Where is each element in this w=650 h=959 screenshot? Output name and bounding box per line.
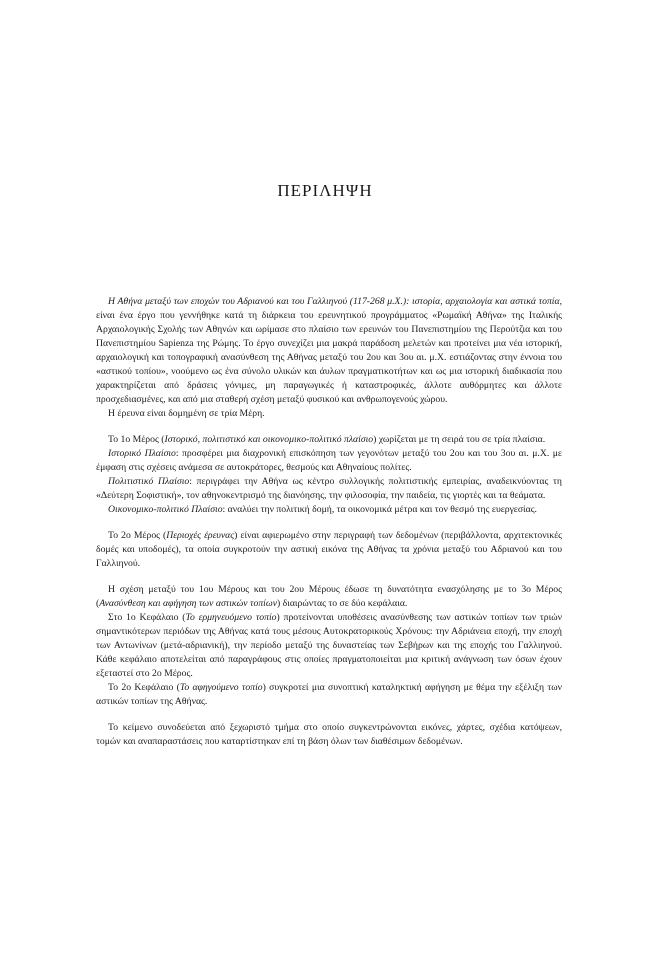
italic-text: Οικονομικο-πολιτικό Πλαίσιο [108, 504, 223, 515]
italic-text: Ανασύνθεση και αφήγηση των αστικών τοπίων [99, 598, 278, 609]
italic-text: Το ερμηνευόμενο τοπίο [185, 612, 277, 623]
text-segment: Στο 1ο Κεφάλαιο ( [108, 612, 186, 623]
paragraph [96, 681, 562, 709]
text-segment: ) είναι αφιερωμένο στην περιγραφή των δεδομένων (περιβάλλοντα, αρχιτεκτονικές δομές και υποδομές), τα οποία συγκροτούν την αστική εικόνα της Αθήνας τα χρόνια μεταξύ του Αδριανού και του Γαλλιηνού. [96, 530, 562, 569]
text-segment: ) προτείνονται υποθέσεις ανασύνθεσης των αστικών τοπίων των τριών σημαντικότερων περιόδων της Αθήνας κατά τους μέσους Αυτοκρατορικούς Χρόνους: την Αδριάνεια εποχή, την εποχή των Αντωνίνων (μετά-αδριανική), την περίοδο μεταξύ της δυναστείας των Σεβήρων και της εποχής του Γαλλιηνού. Κάθε κεφάλαιο αποτελείται από παραγράφους στις οποίες πραγματοποιείται μια κριτική ανάγνωση των όσων έχουν εξεταστεί στο 2ο Μέρος. [96, 612, 562, 679]
paragraph [96, 447, 562, 475]
paragraph [96, 529, 562, 571]
text-segment: Το 1ο Μέρος ( [108, 434, 165, 445]
italic-text: Η Αθήνα μεταξύ των εποχών του Αδριανού και του Γαλλιηνού (117-268 μ.Χ.): ιστορία, αρχαιολογία και αστικά τοπία [108, 296, 560, 307]
italic-text: Περιοχές έρευνας [166, 530, 235, 541]
paragraph [96, 611, 562, 681]
paragraph [96, 433, 562, 447]
italic-text: Πολιτιστικό Πλαίσιο [108, 476, 190, 487]
paragraph [96, 583, 562, 611]
text-segment: ) συγκροτεί μια συνοπτική καταληκτική αφήγηση με θέμα την εξέλιξη των αστικών τοπίων της Αθήνας. [96, 682, 562, 707]
text-segment: Το 2ο Μέρος ( [108, 530, 167, 541]
text-segment: : περιγράφει την Αθήνα ως κέντρο συλλογικής πολιτιστικής εμπειρίας, αναδεικνύοντας τη «Δεύτερη Σοφιστική», τον αθηνοκεντρισμό της διανόησης, την φιλοσοφία, την παιδεία, τις γιορτές και τα θεάματα. [96, 476, 562, 501]
abstract-body [96, 295, 562, 749]
paragraph [96, 407, 562, 421]
text-segment: Το 2ο Κεφάλαιο ( [108, 682, 180, 693]
text-segment: , είναι ένα έργο που γεννήθηκε κατά τη διάρκεια του ερευνητικού προγράμματος «Ρωμαϊκή Αθήνα» της Ιταλικής Αρχαιολογικής Σχολής των Αθηνών και ωρίμασε στο πλαίσιο των ερευνών του Πανεπιστημίου της Περούτζια και του Πανεπιστημίου Sapienza της Ρώμης. Το έργο συνεχίζει μια μακρά παράδοση μελετών και προτείνει μια νέα ιστορική, αρχαιολογική και τοπογραφική ανασύνθεση της Αθήνας μεταξύ του 2ου και 3ου αι. μ.Χ. εστιάζοντας στην έννοια του «αστικού τοπίου», νοούμενο ως ένα σύνολο υλικών και άυλων πραγματικοτήτων και ως μια ιστορική διαδικασία που χαρακτηρίζεται από δράσεις γόνιμες, μη παραγωγικές ή καταστροφικές, άλλοτε αυθόρμητες και άλλοτε προσχεδιασμένες, και από μια σταθερή σχέση μεταξύ φυσικού και ανθρωπογενούς χώρου. [96, 296, 562, 405]
text-segment: Η σχέση μεταξύ του 1ου Μέρους και του 2ου Μέρους έδωσε τη δυνατότητα ενασχόλησης με το 3ο Μέρος ( [96, 584, 562, 609]
italic-text: Ιστορικό, πολιτιστικό και οικονομικο-πολιτικό πλαίσιο [164, 434, 374, 445]
paragraph [96, 503, 562, 517]
text-segment: : αναλύει την πολιτική δομή, τα οικονομικά μέτρα και τον θεσμό της ευεργεσίας. [222, 504, 537, 515]
italic-text: Το αφηγούμενο τοπίο [179, 682, 263, 693]
paragraph [96, 721, 562, 749]
page-title: ΠΕΡΙΛΗΨΗ [277, 181, 373, 200]
paragraph [96, 475, 562, 503]
text-segment: ) διαιρώντας το σε δύο κεφάλαια. [277, 598, 408, 609]
italic-text: Ιστορικό Πλαίσιο [108, 448, 176, 459]
paragraph [96, 295, 562, 407]
text-segment: Η έρευνα είναι δομημένη σε τρία Μέρη. [108, 408, 265, 419]
text-segment: Το κείμενο συνοδεύεται από ξεχωριστό τμήμα στο οποίο συγκεντρώνονται εικόνες, χάρτες, σχέδια κατόψεων, τομών και αναπαραστάσεις που καταρτίστηκαν επί τη βάση όλων των διαθέσιμων δεδομένων. [96, 722, 562, 747]
text-segment: ) χωρίζεται με τη σειρά του σε τρία πλαίσια. [373, 434, 546, 445]
text-segment: : προσφέρει μια διαχρονική επισκόπηση των γεγονότων μεταξύ του 2ου και του 3ου αι. μ.Χ. με έμφαση στις σχέσεις ανάμεσα σε αυτοκράτορες, θεσμούς και Αθηναίους πολίτες. [96, 448, 562, 473]
